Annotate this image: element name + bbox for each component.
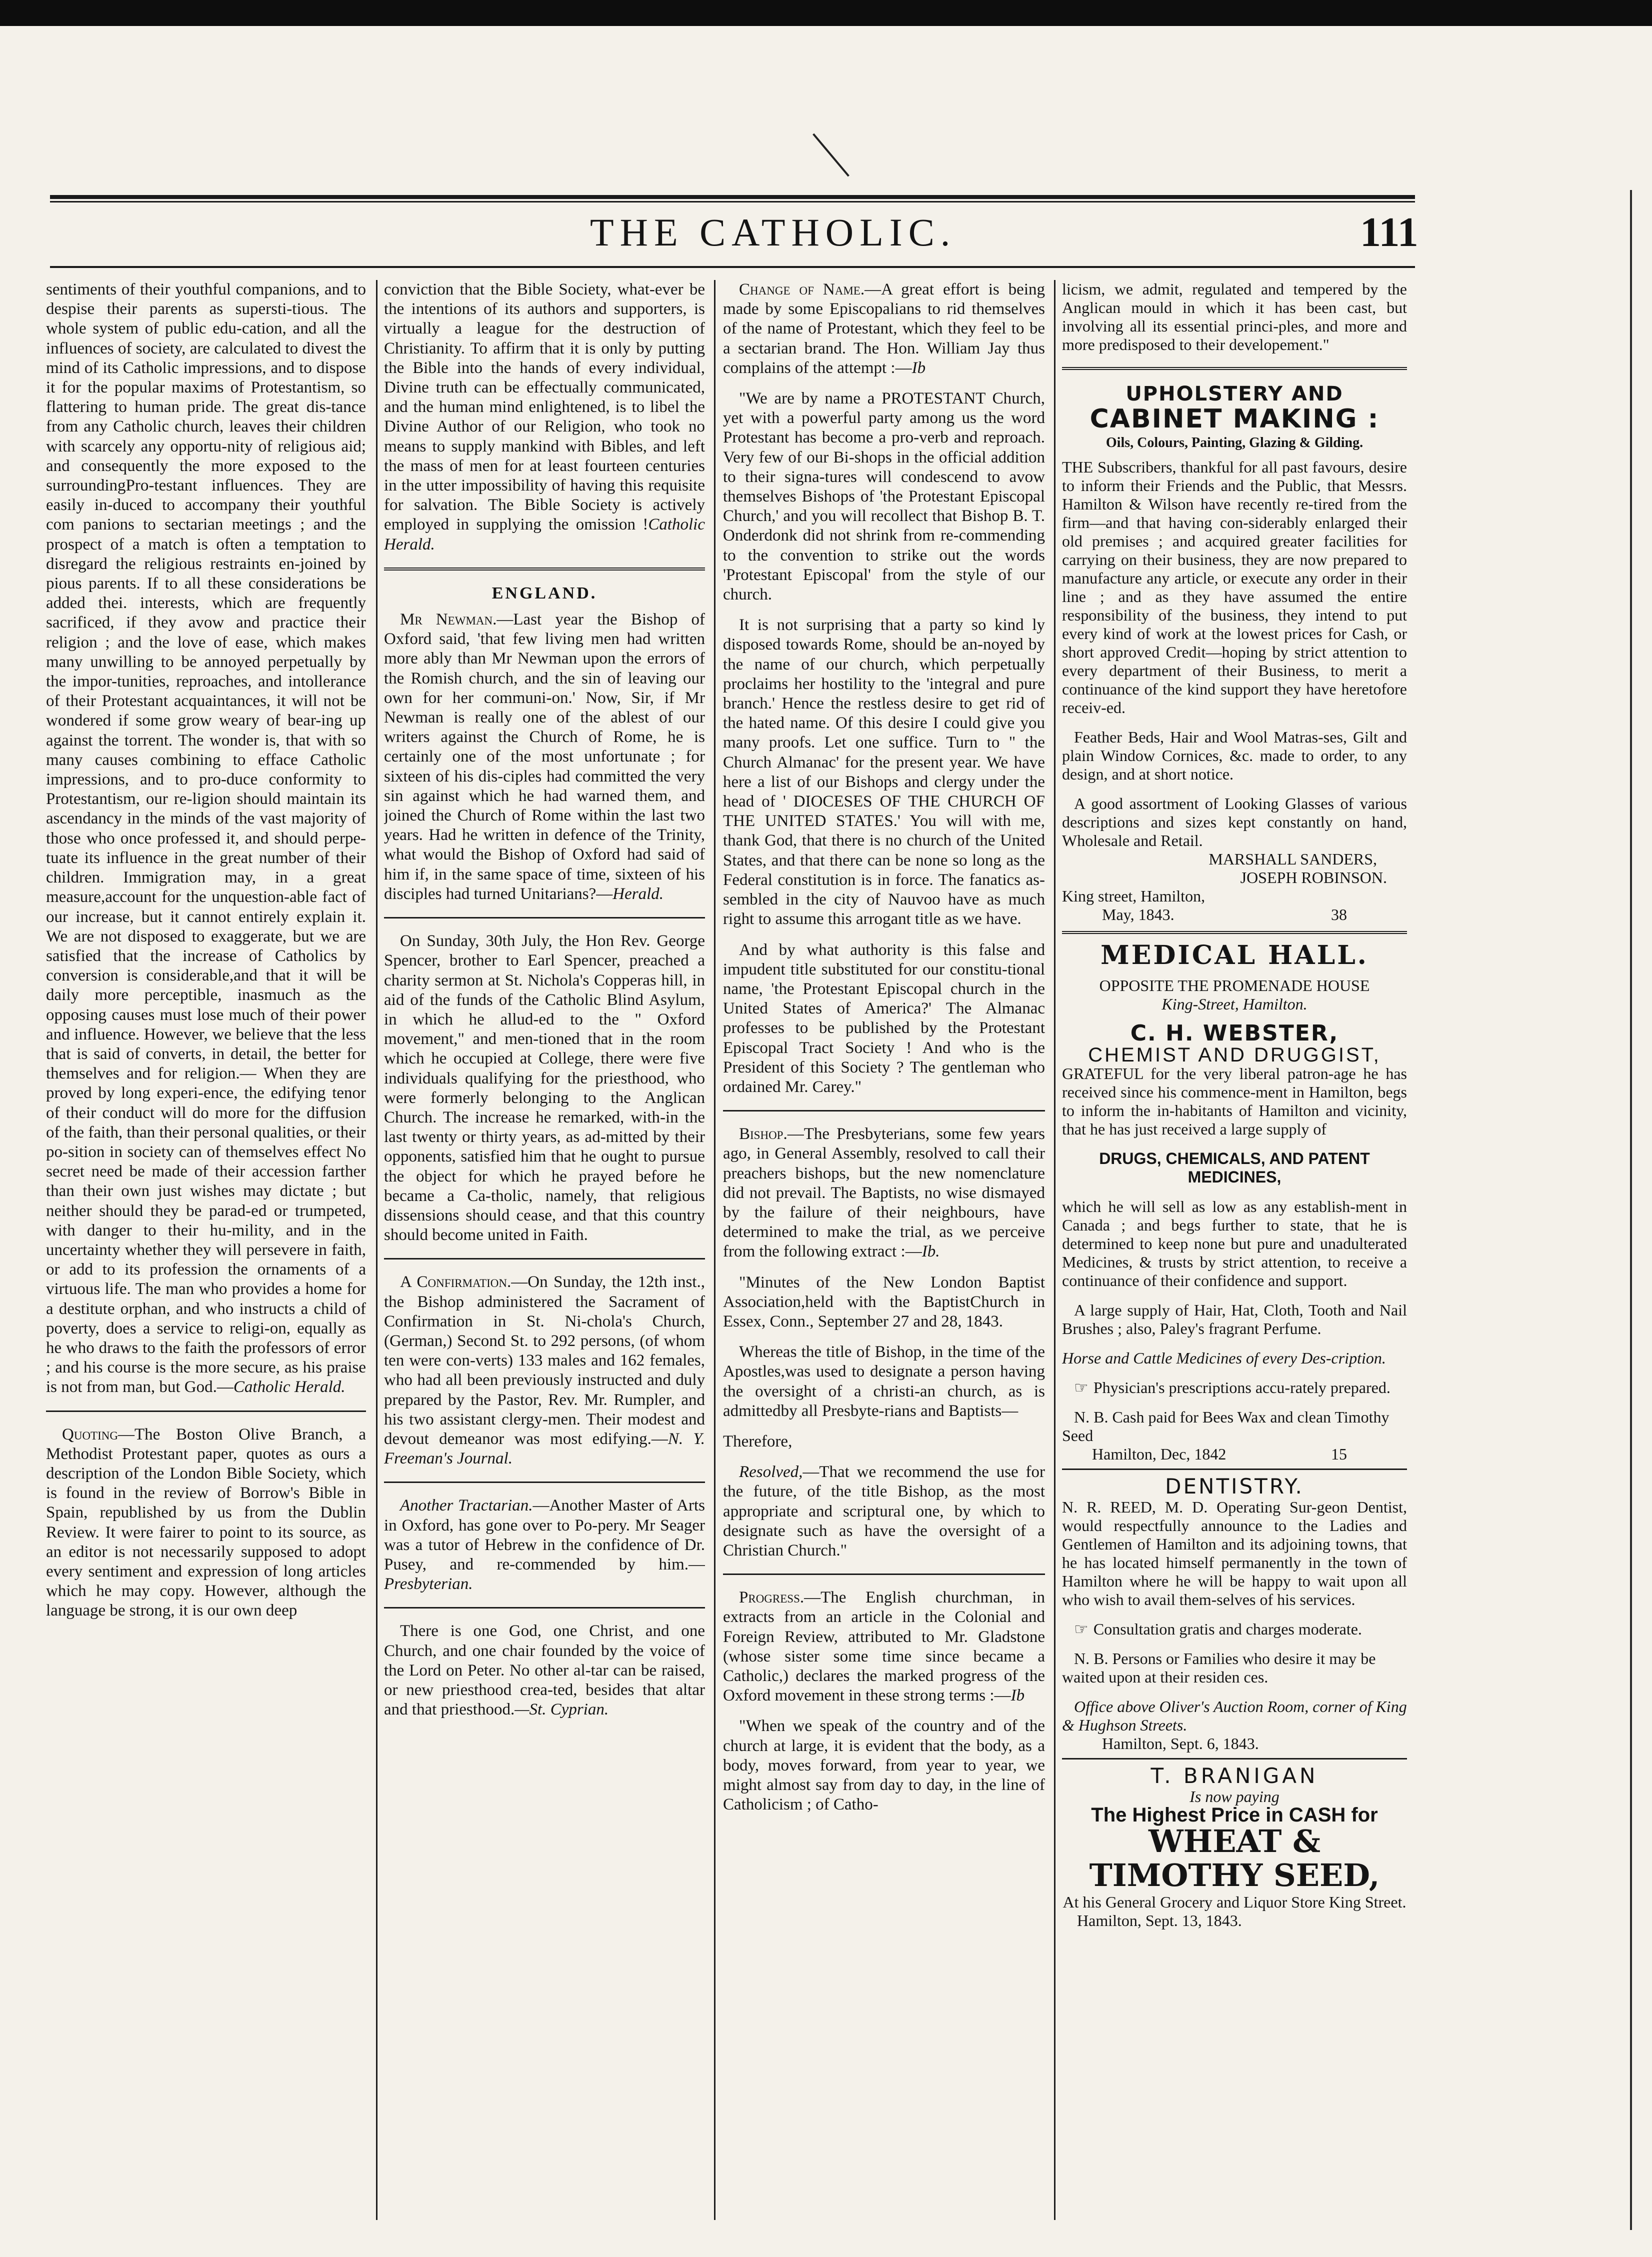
pointing-hand-icon: ☞ [1074,1378,1094,1397]
article-text: —A great effort is being made by some Episcopalians to rid themselves of the name of Protestant, which they feel to be a sectarian brand. The Hon. William Jay thus complains of the attempt :— [723,280,1045,377]
article-paragraph [723,1462,1045,1560]
article-source: —St. Cyprian. [514,1700,609,1719]
column-4-advertisements [1062,280,1407,2245]
ad-subheading: CHEMIST AND DRUGGIST, [1088,1044,1381,1066]
ad-body: Office above Oliver's Auction Room, corner of King & Hughson Streets. [1062,1697,1407,1734]
ad-signature: JOSEPH ROBINSON. [1240,868,1387,887]
ad-date: Hamilton, Sept. 6, 1843. [1102,1734,1259,1752]
ad-dateline [1062,1445,1407,1464]
article-continuation [46,280,366,1398]
article-divider [46,1410,366,1412]
scan-mark [812,134,850,177]
article-newman [384,610,705,904]
ad-date: Hamilton, Sept. 13, 1843. [1077,1911,1242,1930]
masthead-title: THE CATHOLIC. [590,210,956,254]
ad-body: Feather Beds, Hair and Wool Matras-ses, Gilt and plain Window Cornices, &c. made to order, to any design, and at short notice. [1062,728,1407,784]
article-paragraph: "When we speak of the country and of the church at large, it is evident that the body, as a body, moves forward, from year to year, we might almost say from day to day, in the line of Catholicism ; of Catho- [723,1717,1045,1814]
ad-subheading: Oils, Colours, Painting, Glazing & Gilding. [1106,435,1364,451]
article-divider [384,1258,705,1260]
article-source: Presbyterian. [384,1575,473,1594]
ad-dentistry [1062,1475,1407,1753]
ad-big-heading: WHEAT & TIMOTHY SEED, [1089,1823,1380,1894]
article-text: —Last year the Bishop of Oxford said, 'that few living men had written more ably than Mr Newman upon the errors of the Romish church, and the sin of leaving our own for her communi-on.' Now, Sir, if Mr Newman is really one of the ablest of our writers against the Church of Rome, he is certainly one of the most unfortunate ; for sixteen of his dis-ciples had committed the very sin against which he had warned them, and joined the Church of Rome within the last two years. Had he written in defence of the Trinity, what would the Bishop of Oxford had said of him if, in the same space of time, sixteen of his disciples had turned Unitarians?— [384,610,705,903]
article-bishop [723,1124,1045,1262]
article-source: Ib. [922,1242,940,1261]
article-text: —Another Master of Arts in Oxford, has gone over to Po-pery. Mr Seager was a tutor of Hebrew in the confidence of Dr. Pusey, and re-commended by him.— [384,1496,705,1574]
ad-body: Horse and Cattle Medicines of every Des-cription. [1062,1348,1386,1367]
article-text: —That we recommend the use for the future, of the title Bishop, as the most appropriate and scriptural one, by which to designate such as have the oversight of a Christian Church." [723,1463,1045,1560]
column-3 [723,280,1045,2245]
article-paragraph: Therefore, [723,1432,792,1450]
ad-subheading: Is now paying [1190,1788,1280,1806]
article-divider [723,1110,1045,1112]
ad-date: May, 1843. [1102,906,1174,924]
ad-heading: MEDICAL HALL. [1100,940,1368,971]
ad-heading: DENTISTRY. [1165,1474,1304,1498]
ad-body: THE Subscribers, thankful for all past favours, desire to inform their Friends and the Public, that Messrs. Hamilton & Wilson have recently re-tired from the firm—and that having con-siderably enlarged their old premises ; and acquired greater facilities for carrying on their business, they are now prepared to manufacture any article, or execute any order in their line ; and as they have assumed the entire responsibility of the business, they intend to put every kind of work at the lowest prices for Cash, or short approved Credit—hoping by strict attention to every department of their Business, to merit a continuance of the kind support they have heretofore receiv-ed. [1062,458,1407,717]
ad-subheading: King-Street, Hamilton. [1162,995,1308,1014]
ad-branigan [1062,1764,1407,1930]
article-continuation: licism, we admit, regulated and tempered by the Anglican mould in which it has been cast, but involving all its essential princi-ples, and more and more predisposed to their developement." [1062,280,1407,354]
ad-body: DRUGS, CHEMICALS, AND PATENT MEDICINES, [1099,1149,1370,1186]
article-text: —On Sunday, the 12th inst., the Bishop administered the Sacrament of Confirmation in St. Ni-chola's Church, (German,) Second St. to 292 persons, (of whom ten were con-verts) 133 males and 162 females, who had all been previously instructed and duly prepared by the Pastor, Rev. Mr. Rumpler, and his two assistant clergy-men. Their modest and devout demeanor was most edifying.— [384,1273,705,1448]
column-divider [1054,280,1056,2220]
ad-place: King street, Hamilton, [1062,887,1206,906]
column-2 [384,280,705,2245]
article-text: —The Presbyterians, some few years ago, in General Assembly, resolved to call their preachers bishops, but the new nomenclature did not prevail. The Baptists, no wise dismayed by the failure of their neighbours, have determined to make the trial, as we perceive from the following extract :— [723,1125,1045,1261]
ad-upholstery [1062,383,1407,924]
article-confirmation [384,1272,705,1468]
article-text: sentiments of their youthful companions, and to despise their parents as supersti-tious. The whole system of public edu-cation, and all the influences of society, are calculated to divest the mind of its Catholic impressions, and to dispose it for the popular maxims of Protestantism, so flattering to human pride. The great dis-tance from any Catholic church, leaves their children with scarcely any opportu-nity of religious aid; and consequently the more exposed to the surroundingPro-testant influences. They are easily in-duced to accompany their youthful com panions to sectarian meetings ; and the prospect of a match is often a temptation to disregard the religious restraints en-joined by pious parents. If to all these considerations be added thei. interests, which are frequently sacrificed, if they avow and practice their religion ; and the love of ease, which makes many unwilling to be annoyed perpetually by the impor-tunities, reproaches, and intollerance of their Protestant acquaintances, it will not be wondered if some grow weary of bear-ing up against the torrent. The wonder is, that with so many causes combining to efface Catholic impressions, and to pro-duce conformity to Protestantism, our re-ligion should maintain its ascendancy in the minds of the vast majority of those who once professed it, and should perpe-tuate its influence in the great number of their children. Immigration may, in a great measure,account for the unquestion-able fact of our increase, but it cannot entirely explain it. We are not disposed to exaggerate, but we are satisfied that the increase of Catholics by conversion is considerable,and that it will be daily more perceptible, inasmuch as the opposing causes must lose much of their power and influence. However, we believe that the less that is said of converts, in detail, the better for themselves and for religion.— When they are proved by long experi-ence, the edifying tenor of their conduct will do more for the diffusion of the faith, than their personal qualities, or their po-sition in society can of themselves effect No secret need be made of their accession farther than their own just wishes may dictate ; but neither should they be parad-ed or trumpeted, with danger to their hu-mility, and in the uncertainty whether they will persevere in faith, or add to its profession the ornaments of a virtuous life. The man who provides a home for a destitute orphan, and who instructs a child of poverty, does a service to religi-on, equally as he who draws to the faith the professors of error ; and his course is the more secure, as his praise is not from man, but God.— [46,280,366,1396]
article-quoting [46,1425,366,1621]
article-tractarian [384,1496,705,1594]
ad-subheading: OPPOSITE THE PROMENADE HOUSE [1099,976,1370,995]
column-divider [714,280,716,2220]
article-lead: Progress. [739,1588,804,1607]
ad-divider [1062,367,1407,370]
ad-subheading: The Highest Price in CASH for [1091,1804,1378,1826]
ad-body [1062,1620,1407,1638]
ad-body: GRATEFUL for the very liberal patron-age he has received since his commence-ment in Hamilton, begs to inform the in-habitants of Hamilton and vicinity, that he has just received a large supply of [1062,1064,1407,1138]
article-cyprian [384,1622,705,1720]
article-source: Herald. [612,884,664,903]
ad-text: Consultation gratis and charges moderate. [1093,1620,1362,1638]
ad-body: which he will sell as low as any establish-ment in Canada ; and begs further to state, that he is determined to keep none but pure and unadulterated Medicines, & trusts by strict attention, to receive a continuance of their confidence and support. [1062,1197,1407,1290]
article-paragraph: Whereas the title of Bishop, in the time of the Apostles,was used to designate a person having the oversight of a christi-an church, as is admittedby all Presbyte-rians and Baptists— [723,1343,1045,1420]
article-lead: Quoting [62,1425,118,1444]
article-divider [384,568,705,570]
ad-divider [1062,931,1407,934]
article-paragraph: "Minutes of the New London Baptist Association,held with the BaptistChurch in Essex, Conn., September 27 and 28, 1843. [723,1273,1045,1330]
article-lead: Change of Name. [739,280,865,298]
scan-right-edge [1630,190,1632,2230]
ad-number: 15 [1331,1444,1347,1463]
article-lead: Resolved, [739,1463,803,1482]
article-paragraph: It is not surprising that a party so kind ly disposed towards Rome, should be an-noyed by the name of our church, which perpetually proclaims her hostility to the 'integral and pure branch.' Hence the restless desire to get rid of the hated name. Of this desire I could give you many proofs. Let one suffice. Turn to " the Church Almanac' for the present year. We have here a list of our Bishops and clergy under the head of ' DIOCESES OF THE CHURCH OF THE UNITED STATES.' You will with me, thank God, that there is no church of the United States, and that there can be none so long as the Federal constitution is in force. The fanatics as-sembled in the city of Nauvoo have as much right to assume this arrogant title as we have. [723,616,1045,928]
masthead-rule-bottom [50,266,1415,268]
article-divider [384,1607,705,1608]
ad-body: N. B. Persons or Families who desire it may be waited upon at their residen ces. [1062,1649,1376,1686]
ad-proprietor: C. H. WEBSTER, [1130,1020,1339,1046]
masthead-rule-top [50,195,1415,199]
article-source: N. Y. Freeman's Journal. [384,1430,705,1468]
article-lead: Bishop. [739,1125,788,1144]
ad-body: N. B. Cash paid for Bees Wax and clean Timothy Seed [1062,1408,1390,1444]
ad-date: Hamilton, Dec, 1842 [1092,1444,1226,1463]
article-lead: Mr Newman. [400,610,497,629]
article-progress [723,1588,1045,1706]
article-source: Ib [1010,1686,1025,1705]
article-lead: Another Tractarian. [400,1496,533,1515]
ad-heading: UPHOLSTERY AND [1126,382,1344,406]
article-source: Ib [912,358,926,377]
ad-body: A large supply of Hair, Hat, Cloth, Tooth and Nail Brushes ; also, Paley's fragrant Perfume. [1062,1300,1407,1338]
article-continuation [384,280,705,554]
masthead-rule-thin [50,201,1415,202]
ad-divider [1062,1468,1407,1470]
pointing-hand-icon: ☞ [1074,1619,1094,1638]
scan-top-edge [0,0,1652,26]
article-source: Catholic Herald. [384,516,705,554]
article-divider [384,1482,705,1483]
article-text: —The English churchman, in extracts from an article in the Colonial and Foreign Review, attributed to Mr. Gladstone (whose sister some time since became a Catholic,) declares the marked progress of the Oxford movement in these strong terms :— [723,1588,1045,1705]
article-paragraph: And by what authority is this false and impudent title substituted for our constitu-tional name, 'the Protestant Episcopal church in the United States of America?' The Almanac professes to be published by the Protestant Episcopal Tract Society ! And who is the President of this Society ? The gentleman who ordained Mr. Carey." [723,940,1045,1096]
ad-text: Physician's prescriptions accu-rately prepared. [1093,1378,1390,1396]
section-heading-england: ENGLAND. [492,584,598,602]
column-1 [46,280,366,2245]
page-number: 111 [1360,209,1418,256]
ad-medical-hall [1062,941,1407,1464]
ad-signature: MARSHALL SANDERS, [1208,850,1377,868]
article-divider [723,1574,1045,1575]
ad-number: 38 [1331,906,1347,924]
ad-dateline [1062,906,1407,924]
article-lead: A Confirmation. [400,1273,512,1292]
ad-body [1062,1378,1407,1397]
ad-body: N. R. REED, M. D. Operating Sur-geon Dentist, would respectfully announce to the Ladies and Gentlemen of Hamilton and its adjoining towns, that he has located himself permanently in the town of Hamilton where he will be happy to wait upon all who wish to avail them-selves of his services. [1062,1498,1407,1608]
ad-heading: T. BRANIGAN [1150,1763,1318,1788]
article-source: Catholic Herald. [233,1378,346,1396]
article-text: —The Boston Olive Branch, a Methodist Protestant paper, quotes as ours a description of the London Bible Society, which is found in the review of Borrow's Bible in Spain, republished by us from the Dublin Review. It were fairer to point to its source, as an editor is not necessarily supposed to adopt every sentiment and expression of long articles which he may copy. However, although the language be strong, it is our own deep [46,1425,366,1620]
article-text: There is one God, one Christ, and one Church, and one chair founded by the voice of the Lord on Peter. No other al-tar can be raised, or new priesthood crea-ted, besides that altar and that priesthood. [384,1622,705,1719]
article-spencer: On Sunday, 30th July, the Hon Rev. George Spencer, brother to Earl Spencer, preached a charity sermon at St. Nichola's Copperas hill, in aid of the funds of the Catholic Blind Asylum, in which he allud-ed to the " Oxford movement," and men-tioned that in the room which he occupied at College, there were five individuals qualifying for the priesthood, who were formerly belonging to the Anglican Church. The increase he remarked, with-in the last twenty or thirty years, as ad-mitted by their opponents, satisfied him that he ought to pursue the object for which he prayed before he became a Ca-tholic, namely, that religious dissensions should cease, and that this country should become united in Faith. [384,932,705,1244]
column-divider [376,280,378,2220]
article-text: conviction that the Bible Society, what-ever be the intentions of its authors and supporters, is virtually a league for the destruction of Christianity. To affirm that it is only by putting the Bible into the hands of every individual, Divine truth can be effectually communicated, and the human mind enlightened, is to libel the Divine Author of our Religion, who took no means to supply mankind with Bibles, and left the mass of men for at least fourteen centuries in the utter impossibility of having this requisite for salvation. The Bible Society is actively employed in supplying the omission ! [384,280,705,534]
article-change-of-name [723,280,1045,378]
ad-heading: CABINET MAKING : [1090,404,1380,434]
article-paragraph: "We are by name a PROTESTANT Church, yet with a powerful party among us the word Protestant has become a pro-verb and reproach. Very few of our Bi-shops in the official addition to their signa-tures will condescend to avow themselves Bishops of 'the Protestant Episcopal Church,' and you will recollect that Bishop B. T. Onderdonk did not shrink from re-commending to the convention to strike out the words 'Protestant Episcopal' from the style of our church. [723,390,1045,604]
article-divider [384,917,705,918]
ad-body: A good assortment of Looking Glasses of various descriptions and sizes kept constantly on hand, Wholesale and Retail. [1062,794,1407,850]
ad-address: At his General Grocery and Liquor Store King Street. [1062,1892,1406,1911]
ad-divider [1062,1758,1407,1760]
